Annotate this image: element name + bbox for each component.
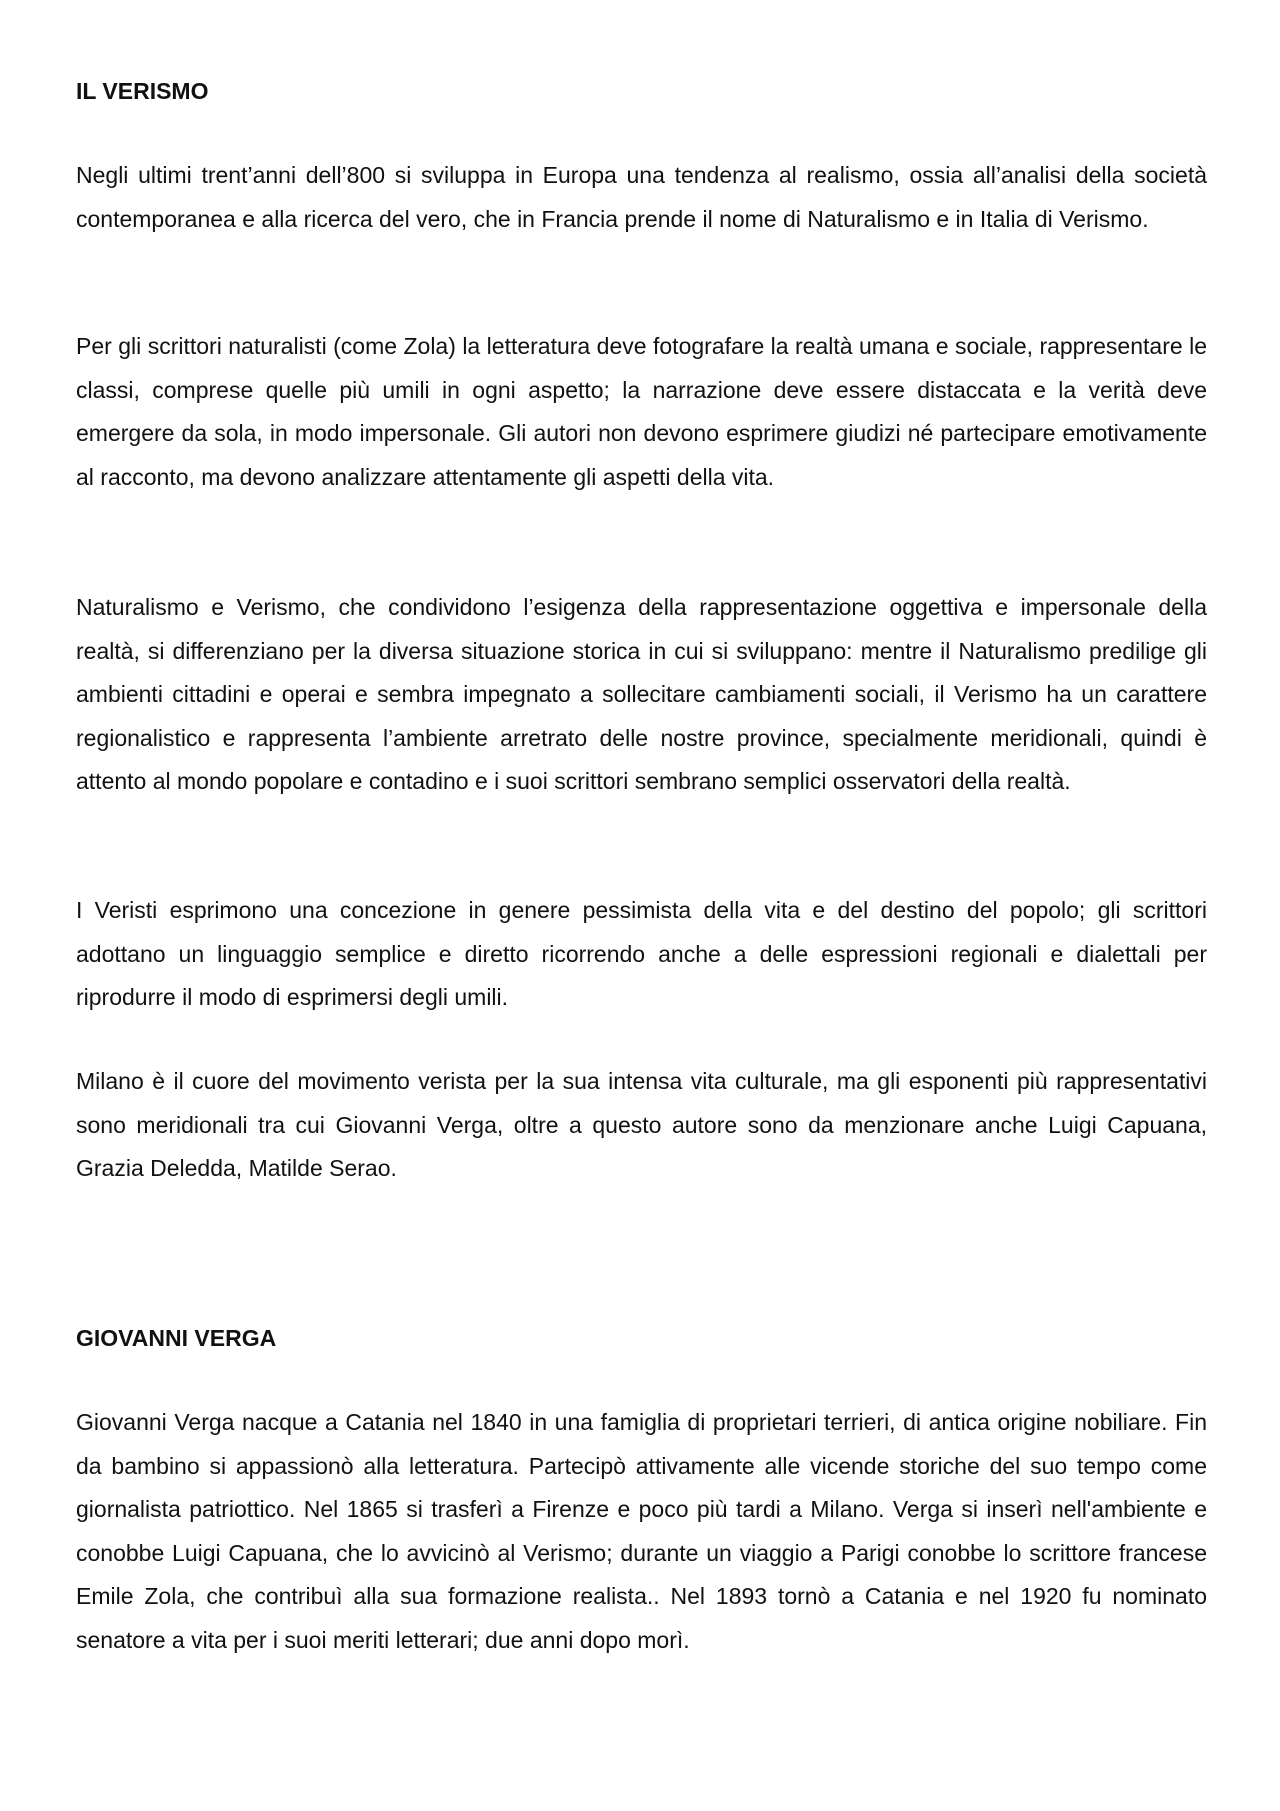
document-page <box>76 0 1207 1811</box>
section-heading-verismo: IL VERISMO <box>76 78 209 104</box>
paragraph: Naturalismo e Verismo, che condividono l’esigenza della rappresentazione oggettiva e impersonale della realtà, si differenziano per la diversa situazione storica in cui si sviluppano: mentre il Naturalismo predilige gli ambienti cittadini e operai e sembra impegnato a sollecitare cambiamenti sociali, il Verismo ha un carattere regionalistico e rappresenta l’ambiente arretrato delle nostre province, specialmente meridionali, quindi è attento al mondo popolare e contadino e i suoi scrittori sembrano semplici osservatori della realtà. <box>76 594 1207 794</box>
paragraph: Negli ultimi trent’anni dell’800 si sviluppa in Europa una tendenza al realismo, ossia all’analisi della società contemporanea e alla ricerca del vero, che in Francia prende il nome di Naturalismo e in Italia di Verismo. <box>76 162 1207 232</box>
section-heading-giovanni-verga: GIOVANNI VERGA <box>76 1325 277 1351</box>
paragraph: Milano è il cuore del movimento verista per la sua intensa vita culturale, ma gli esponenti più rappresentativi sono meridionali tra cui Giovanni Verga, oltre a questo autore sono da menzionare anche Luigi Capuana, Grazia Deledda, Matilde Serao. <box>76 1068 1207 1181</box>
paragraph: Giovanni Verga nacque a Catania nel 1840 in una famiglia di proprietari terrieri, di antica origine nobiliare. Fin da bambino si appassionò alla letteratura. Partecipò attivamente alle vicende storiche del suo tempo come giornalista patriottico. Nel 1865 si trasferì a Firenze e poco più tardi a Milano. Verga si inserì nell'ambiente e conobbe Luigi Capuana, che lo avvicinò al Verismo; durante un viaggio a Parigi conobbe lo scrittore francese Emile Zola, che contribuì alla sua formazione realista.. Nel 1893 tornò a Catania e nel 1920 fu nominato senatore a vita per i suoi meriti letterari; due anni dopo morì. <box>76 1409 1207 1653</box>
paragraph: I Veristi esprimono una concezione in genere pessimista della vita e del destino del popolo; gli scrittori adottano un linguaggio semplice e diretto ricorrendo anche a delle espressioni regionali e dialettali per riprodurre il modo di esprimersi degli umili. <box>76 897 1207 1010</box>
paragraph: Per gli scrittori naturalisti (come Zola) la letteratura deve fotografare la realtà umana e sociale, rappresentare le classi, comprese quelle più umili in ogni aspetto; la narrazione deve essere distaccata e la verità deve emergere da sola, in modo impersonale. Gli autori non devono esprimere giudizi né partecipare emotivamente al racconto, ma devono analizzare attentamente gli aspetti della vita. <box>76 333 1207 490</box>
